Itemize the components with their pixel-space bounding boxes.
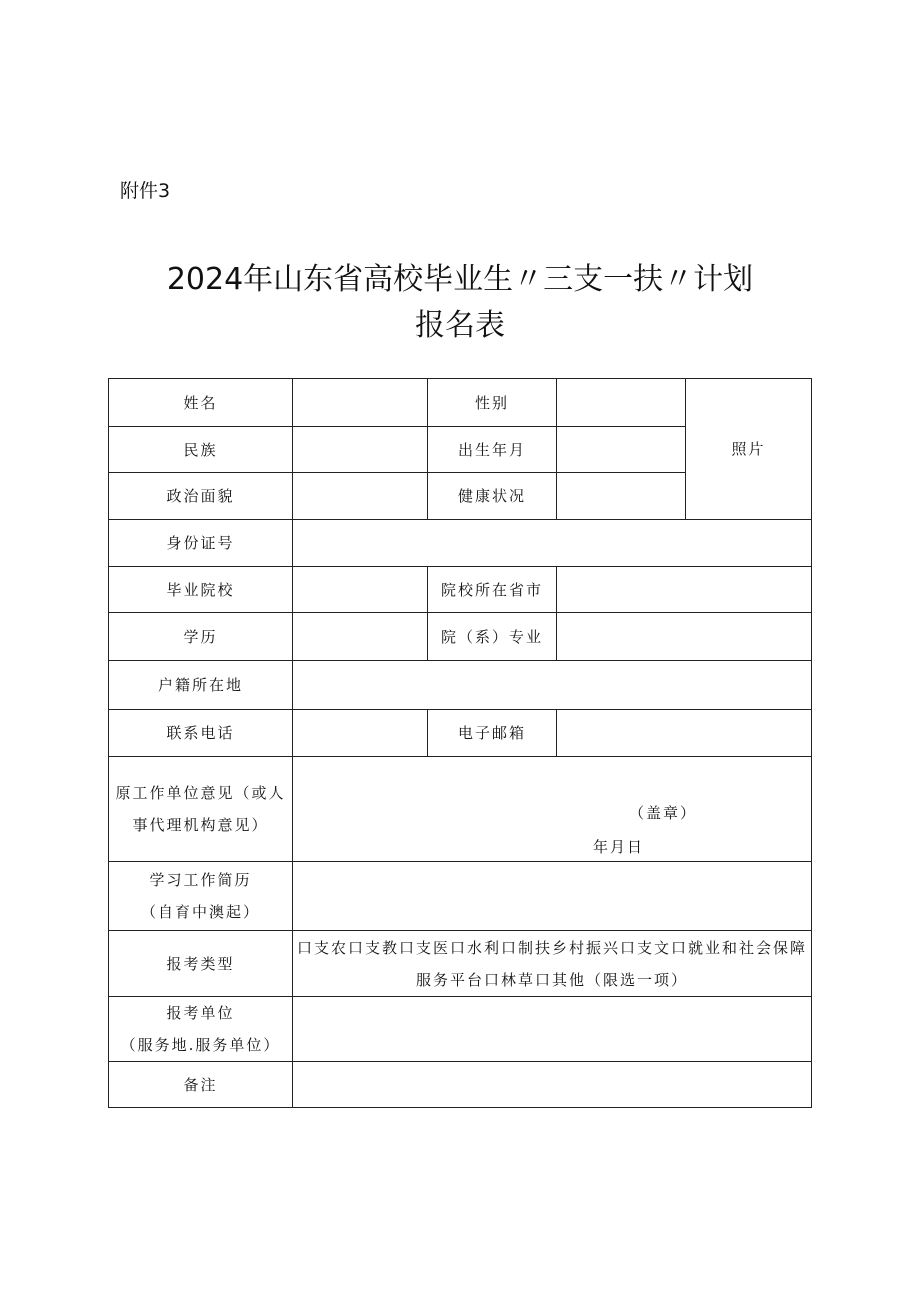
ethnicity-field[interactable]	[293, 427, 428, 473]
resume-label-line2: （自育中澳起）	[140, 903, 260, 921]
form-row-type	[109, 931, 812, 997]
school-label: 毕业院校	[109, 567, 293, 613]
form-row-id	[109, 520, 812, 567]
resume-label-line1: 学习工作简历	[149, 871, 252, 889]
major-field[interactable]	[557, 613, 812, 661]
stamp-text: （盖章）	[629, 804, 698, 822]
school-location-label: 院校所在省市	[428, 567, 557, 613]
email-label: 电子邮箱	[428, 710, 557, 757]
remark-label: 备注	[109, 1062, 293, 1108]
type-label: 报考类型	[109, 931, 293, 997]
unit-label-line2: （服务地.服务单位）	[120, 1036, 281, 1054]
major-label: 院（系）专业	[428, 613, 557, 661]
form-row-phone	[109, 710, 812, 757]
form-row-school	[109, 567, 812, 613]
form-row-employer-opinion	[109, 757, 812, 862]
political-field[interactable]	[293, 473, 428, 520]
education-label: 学历	[109, 613, 293, 661]
health-label: 健康状况	[428, 473, 557, 520]
school-field[interactable]	[293, 567, 428, 613]
name-label: 姓名	[109, 379, 293, 427]
health-field[interactable]	[557, 473, 686, 520]
unit-label-line1: 报考单位	[166, 1004, 235, 1022]
gender-label: 性别	[428, 379, 557, 427]
phone-field[interactable]	[293, 710, 428, 757]
type-options[interactable]	[293, 931, 812, 997]
ethnicity-label: 民族	[109, 427, 293, 473]
unit-field[interactable]	[293, 997, 812, 1062]
hukou-field[interactable]	[293, 661, 812, 710]
id-label: 身份证号	[109, 520, 293, 567]
type-options-line1: 口支农口支教口支医口水利口制扶乡村振兴口支文口就业和社会保障	[297, 938, 808, 957]
attachment-label: 附件3	[120, 180, 171, 202]
school-location-field[interactable]	[557, 567, 812, 613]
unit-label	[109, 997, 293, 1062]
form-row-hukou	[109, 661, 812, 710]
page-title-line2: 报名表	[415, 308, 505, 343]
employer-opinion-label-line1: 原工作单位意见（或人	[115, 784, 286, 802]
political-label: 政治面貌	[109, 473, 293, 520]
registration-form-table	[108, 378, 812, 1108]
education-field[interactable]	[293, 613, 428, 661]
type-options-line2: 服务平台口林草口其他（限选一项）	[415, 970, 688, 989]
form-row-unit	[109, 997, 812, 1062]
remark-field[interactable]	[293, 1062, 812, 1108]
photo-box[interactable]: 照片	[686, 379, 812, 520]
form-row-name	[109, 379, 812, 427]
birth-field[interactable]	[557, 427, 686, 473]
resume-field[interactable]	[293, 862, 812, 931]
birth-label: 出生年月	[428, 427, 557, 473]
form-row-remark	[109, 1062, 812, 1108]
form-row-resume	[109, 862, 812, 931]
resume-label	[109, 862, 293, 931]
email-field[interactable]	[557, 710, 812, 757]
employer-opinion-label	[109, 757, 293, 862]
form-row-education	[109, 613, 812, 661]
employer-opinion-field[interactable]	[293, 757, 812, 862]
gender-field[interactable]	[557, 379, 686, 427]
id-field[interactable]	[293, 520, 812, 567]
hukou-label: 户籍所在地	[109, 661, 293, 710]
employer-opinion-label-line2: 事代理机构意见）	[132, 816, 269, 834]
page-title-line1: 2024年山东省高校毕业生〃三支一扶〃计划	[166, 262, 754, 297]
name-field[interactable]	[293, 379, 428, 427]
date-text: 年月日	[593, 838, 645, 856]
phone-label: 联系电话	[109, 710, 293, 757]
